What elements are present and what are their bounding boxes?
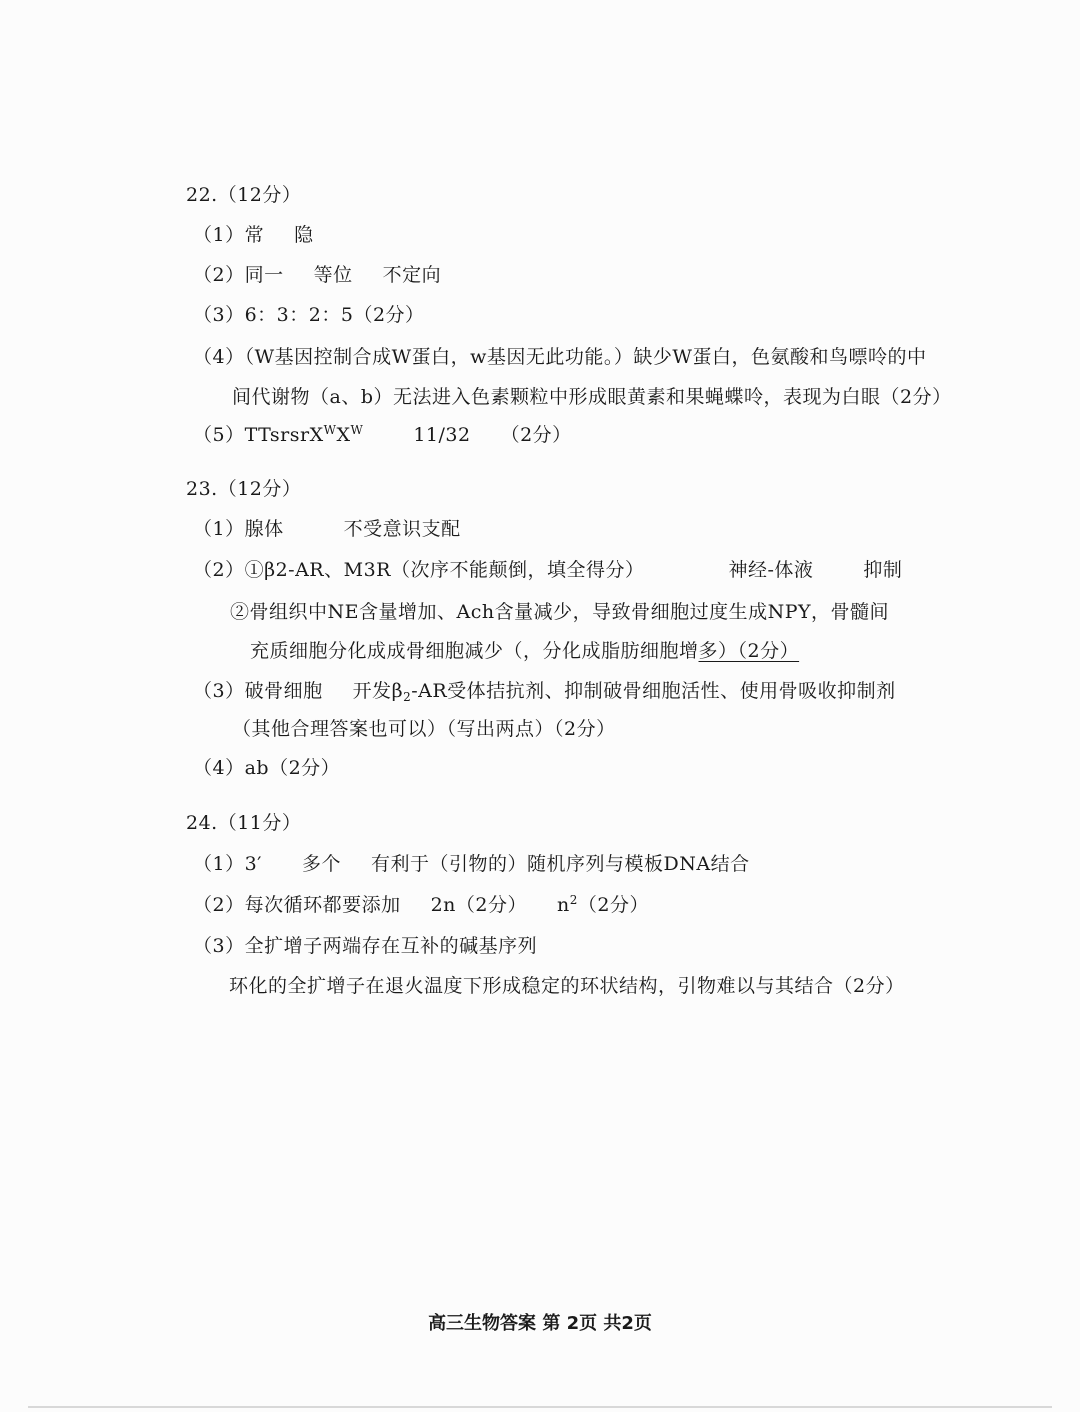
q24-l2-c-sup: 2 bbox=[569, 893, 578, 907]
q24-line-3: （3）全扩增子两端存在互补的碱基序列 bbox=[193, 935, 538, 957]
q23-line-2 bbox=[193, 557, 902, 583]
q22-line-5 bbox=[193, 422, 572, 448]
q23-line-7: （4）ab（2分） bbox=[193, 757, 341, 779]
q23-l1-b: 不受意识支配 bbox=[343, 518, 461, 540]
q24-line-1 bbox=[193, 851, 750, 877]
q23-l5-sub: 2 bbox=[403, 690, 412, 704]
q22-line-4b: 间代谢物（a、b）无法进入色素颗粒中形成眼黄素和果蝇蝶呤，表现为白眼（2分） bbox=[232, 386, 952, 408]
q22-l5-sup1: W bbox=[323, 423, 337, 437]
q23-line-4 bbox=[250, 638, 799, 664]
q24-l1-prefix: （1）3′ bbox=[193, 853, 262, 875]
q23-l1-prefix: （1）腺体 bbox=[193, 518, 284, 540]
q22-l2-b: 等位 bbox=[313, 264, 353, 286]
page-footer: 高三生物答案 第 2页 共2页 bbox=[428, 1313, 652, 1334]
q23-line-3: ②骨组织中NE含量增加、Ach含量减少，导致骨细胞过度生成NPY，骨髓间 bbox=[230, 601, 890, 623]
q24-l2-prefix: （2）每次循环都要添加 bbox=[193, 894, 401, 916]
q22-l5-b: 11/32 bbox=[413, 424, 471, 446]
q22-l5-c: （2分） bbox=[500, 424, 572, 446]
q22-l2-c: 不定向 bbox=[382, 264, 442, 286]
q22-l1-prefix: （1）常 bbox=[193, 224, 265, 246]
q23-l5-prefix: （3）破骨细胞 bbox=[193, 680, 323, 702]
q22-line-1 bbox=[193, 222, 314, 248]
q24-l1-c: 有利于（引物的）随机序列与模板DNA结合 bbox=[371, 853, 750, 875]
q24-l1-b: 多个 bbox=[302, 853, 342, 875]
q22-line-3: （3）6：3：2：5（2分） bbox=[193, 304, 425, 326]
q24-l2-b: 2n（2分） bbox=[430, 894, 528, 916]
page-bottom-edge bbox=[28, 1406, 1052, 1408]
q23-l4-underlined: 多）（2分） bbox=[698, 640, 800, 662]
q23-line-6: （其他合理答案也可以）（写出两点）（2分） bbox=[232, 718, 616, 740]
q24-line-4: 环化的全扩增子在退火温度下形成稳定的环状结构，引物难以与其结合（2分） bbox=[229, 975, 905, 997]
q23-l2-b: 神经-体液 bbox=[728, 559, 814, 581]
q22-title: 22.（12分） bbox=[186, 184, 302, 206]
q23-l5-b2: -AR受体拮抗剂、抑制破骨细胞活性、使用骨吸收抑制剂 bbox=[411, 680, 896, 702]
q22-l5-sup2: W bbox=[350, 423, 364, 437]
q23-l2-prefix: （2）①β2-AR、M3R（次序不能颠倒，填全得分） bbox=[193, 559, 645, 581]
q23-line-5 bbox=[193, 678, 896, 704]
q22-line-4a: （4）（W基因控制合成W蛋白，w基因无此功能。）缺少W蛋白，色氨酸和鸟嘌呤的中 bbox=[193, 346, 927, 368]
q22-l2-prefix: （2）同一 bbox=[193, 264, 284, 286]
q24-title: 24.（11分） bbox=[186, 812, 302, 834]
q22-l1-b: 隐 bbox=[294, 224, 314, 246]
q23-l5-b1: 开发β bbox=[352, 680, 404, 702]
q22-l5-mid: X bbox=[336, 424, 351, 446]
q23-l2-c: 抑制 bbox=[863, 559, 903, 581]
q22-l5-prefix: （5）TTsrsrX bbox=[193, 424, 324, 446]
q22-line-2 bbox=[193, 262, 441, 288]
q24-line-2 bbox=[193, 892, 649, 918]
q23-line-1 bbox=[193, 516, 461, 542]
q23-title: 23.（12分） bbox=[186, 478, 302, 500]
q24-l2-c-base: n bbox=[557, 894, 570, 916]
q24-l2-c-rest: （2分） bbox=[577, 894, 649, 916]
q23-l4-main: 充质细胞分化成成骨细胞减少（，分化成脂肪细胞增 bbox=[250, 640, 699, 662]
